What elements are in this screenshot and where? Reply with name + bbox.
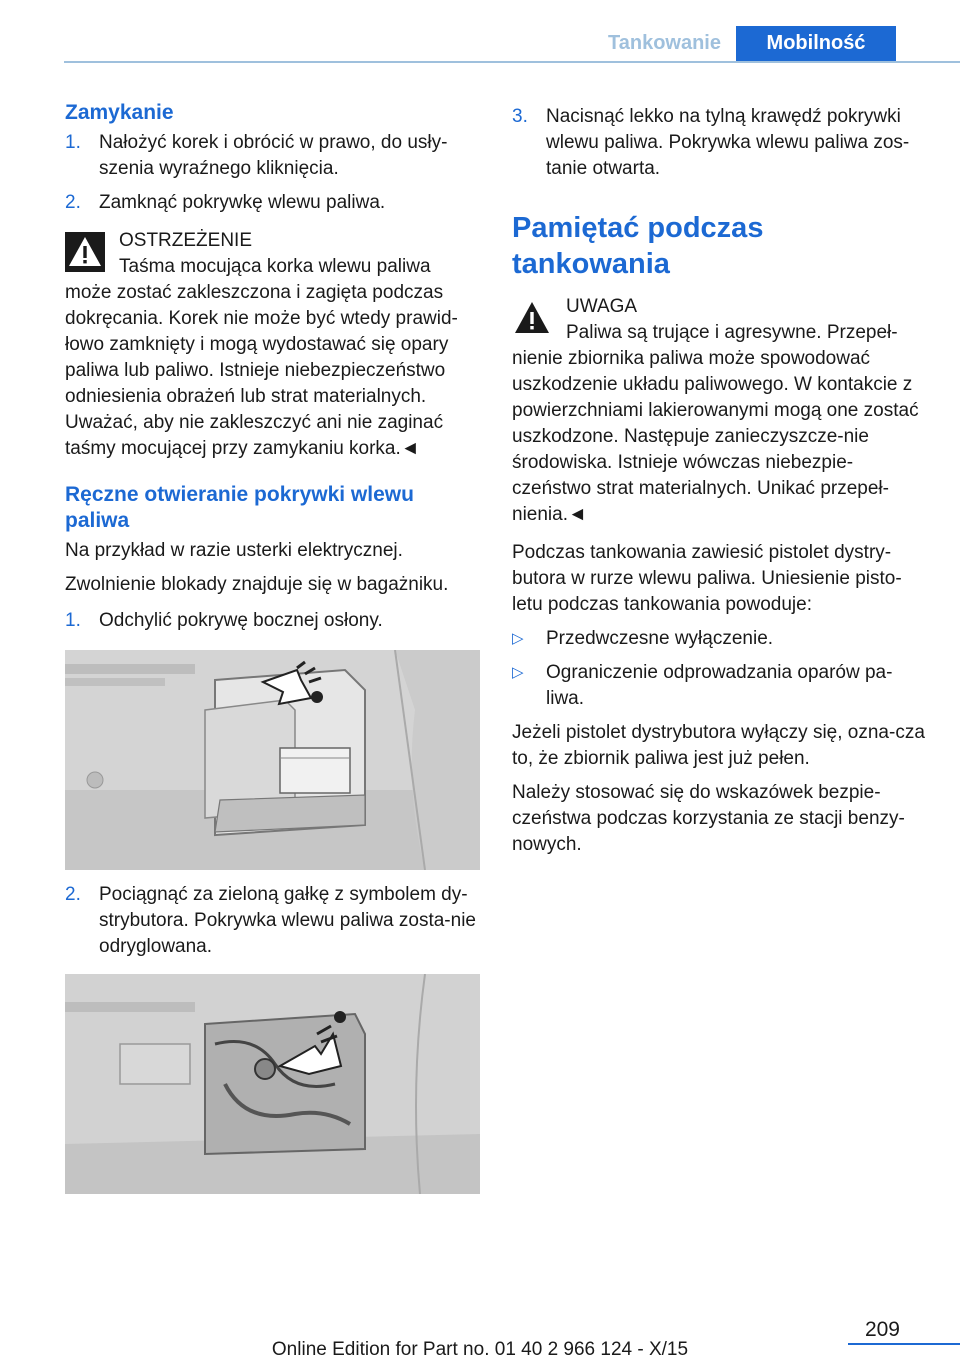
list-item: [65, 608, 480, 634]
bullet-text: Przedwczesne wyłączenie.: [546, 628, 774, 649]
list-item: [65, 190, 480, 216]
caution-icon: [512, 298, 552, 338]
manual-intro-2: Zwolnienie blokady znajduje się w bagażniku.: [65, 574, 449, 595]
page-number: 209: [864, 1318, 900, 1341]
step-text: Odchylić pokrywę bocznej osłony.: [99, 610, 383, 631]
step-text: Pociągnąć za zieloną gałkę z symbolem dy‐strybutora. Pokrywka wlewu paliwa zosta‐nie odryglowana.: [99, 884, 476, 957]
list-item: [65, 130, 480, 182]
photo-release-knob: [65, 974, 480, 1194]
bullet-text: Ograniczenie odprowadzania oparów pa‐liwa.: [546, 662, 893, 709]
tab-tankowanie[interactable]: Tankowanie: [608, 32, 721, 54]
step-number: 3.: [512, 106, 528, 127]
step-number: 1.: [65, 610, 81, 631]
tab-mobilnosc[interactable]: Mobilność: [736, 26, 896, 63]
left-column: [65, 100, 480, 1194]
step-text: Zamknąć pokrywkę wlewu paliwa.: [99, 192, 386, 213]
list-item: [512, 104, 927, 182]
manual-intro-1: Na przykład w razie usterki elektrycznej.: [65, 540, 403, 561]
right-column: [512, 100, 927, 858]
caution-title: UWAGA: [566, 296, 638, 317]
paragraph: Należy stosować się do wskazówek bezpie‐czeństwa podczas korzystania ze stacji benzy‐nowych.: [512, 782, 905, 855]
step-text: Nacisnąć lekko na tylną krawędź pokrywki wlewu paliwa. Pokrywka wlewu paliwa zos‐tanie otwarta.: [546, 106, 910, 179]
bullet-marker: ▷: [512, 664, 524, 681]
paragraph: Jeżeli pistolet dystrybutora wyłączy się, ozna‐cza to, że zbiornik paliwa jest już pełen.: [512, 722, 925, 769]
step-number: 1.: [65, 132, 81, 153]
list-item: [512, 626, 927, 652]
warning-title: OSTRZEŻENIE: [119, 230, 253, 251]
heading-manual-open: Ręczne otwieranie pokrywki wlewu paliwa: [65, 483, 414, 532]
step-number: 2.: [65, 192, 81, 213]
bullet-marker: ▷: [512, 630, 524, 647]
list-item: [512, 660, 927, 712]
photo-side-trim-open: [65, 650, 480, 870]
header-rule: [64, 61, 960, 63]
footer-rule: [848, 1343, 960, 1345]
heading-remember-refuel: Pamiętać podczas tankowania: [512, 212, 764, 280]
caution-box: [512, 294, 927, 528]
paragraph: Podczas tankowania zawiesić pistolet dystry‐butora w rurze wlewu paliwa. Uniesienie pisto‐letu podczas tankowania powoduje:: [512, 542, 902, 615]
step-number: 2.: [65, 884, 81, 905]
warning-box: [65, 228, 480, 462]
list-item: [65, 882, 480, 960]
heading-zamykanie: Zamykanie: [65, 101, 174, 124]
footer-edition: Online Edition for Part no. 01 40 2 966 124 - X/15: [271, 1339, 689, 1360]
step-text: Nałożyć korek i obrócić w prawo, do usły‐szenia wyraźnego kliknięcia.: [99, 132, 448, 179]
warning-icon: [65, 232, 105, 272]
warning-text: Taśma mocująca korka wlewu paliwa może zostać zakleszczona i zagięta podczas dokręcania. Korek nie może być wtedy prawid‐łowo zamknięty i mogą wydostawać się opary paliwa lub paliwo. Istnieje niebezpieczeństwo odniesienia obrażeń lub strat materialnych. Uważać, aby nie zakleszczyć ani nie zaginać taśmy mocującej przy zamykaniu korka.◄: [65, 256, 458, 459]
caution-text: Paliwa są trujące i agresywne. Przepeł‐nienie zbiornika paliwa może spowodować uszkodzenie układu paliwowego. W kontakcie z powierzchniami lakierowanymi mogą one zostać uszkodzone. Następuje zanieczyszcze‐nie środowiska. Istnieje wówczas niebezpie‐czeństwo strat materialnych. Unikać przepeł‐nienia.◄: [512, 322, 919, 525]
